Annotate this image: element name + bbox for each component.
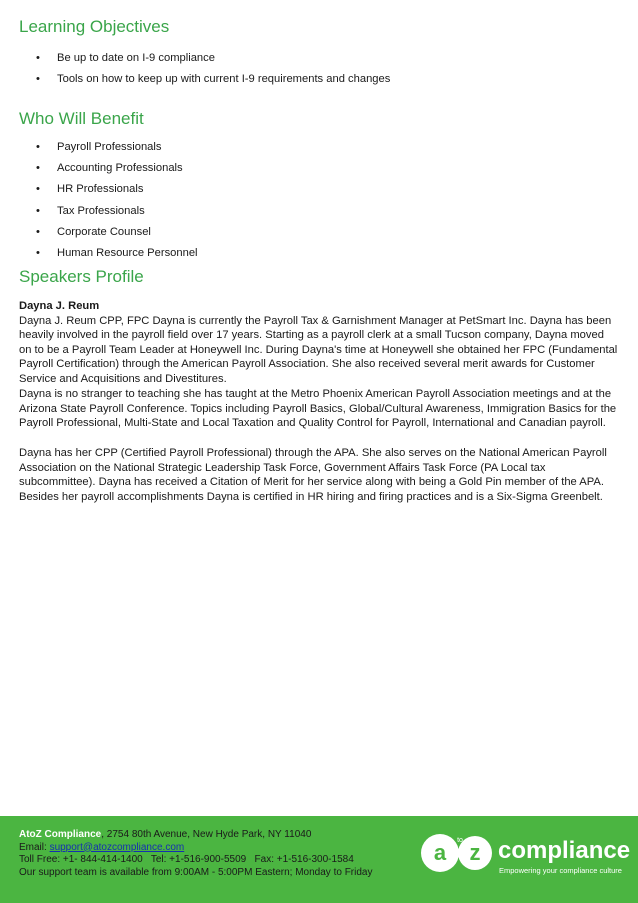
list-item: • Tax Professionals — [36, 201, 198, 222]
list-item: • Human Resource Personnel — [36, 243, 198, 264]
svg-text:Empowering your compliance cul: Empowering your compliance culture — [499, 866, 622, 875]
speaker-bio-paragraph-2: Dayna is no stranger to teaching she has taught at the Metro Phoenix American Payroll Association meetings and at the Arizona State Payroll Conference. Topics including Payroll Basics, Global/Cultural Awareness, Immigration Basics for the Payroll Professional, Multi-State and Local Taxation and Quality Control for Payroll, International and Canadian payroll. — [19, 388, 617, 430]
footer — [0, 816, 638, 903]
footer-email-line: Email: support@atozcompliance.com — [19, 841, 185, 853]
who-will-benefit-title: Who Will Benefit — [19, 109, 144, 128]
list-item: • Be up to date on I-9 compliance — [36, 48, 390, 69]
learning-objectives-title: Learning Objectives — [19, 17, 170, 36]
svg-text:z: z — [469, 840, 481, 865]
bullet-icon: • — [36, 225, 40, 238]
speaker-bio-paragraph-3: Dayna has her CPP (Certified Payroll Professional) through the APA. She also serves on the National American Payroll Association on the National Strategic Leadership Task Force, Government Affairs Task Force (PA Local tax subcommittee). Dayna has received a Citation of Merit for her service along with being a Gold Pin member of the APA. Besides her payroll accomplishments Dayna is certified in HR hiring and firing practices and is a Six-Sigma Greenbelt. — [19, 447, 607, 503]
speaker-name: Dayna J. Reum — [19, 300, 100, 312]
bullet-icon: • — [36, 162, 40, 175]
bullet-icon: • — [36, 141, 40, 153]
bullet-icon: • — [36, 73, 40, 86]
speakers-profile-title: Speakers Profile — [19, 267, 144, 286]
bullet-icon: • — [36, 246, 40, 259]
who-will-benefit-list — [36, 137, 198, 264]
list-item: • Payroll Professionals — [36, 137, 198, 158]
footer-hours: Our support team is available from 9:00AM - 5:00PM Eastern; Monday to Friday — [19, 866, 373, 878]
speaker-bio-paragraph-1: Dayna J. Reum Dayna J. Reum CPP, FPC Dayna is currently the Payroll Tax & Garnishment Manager at PetSmart Inc. Dayna has been heavily involved in the payroll field over 17 years. Starting as a payroll clerk at a small Tucson company, Dayna moved on to be a Payroll Team Leader at Honeywell Inc. During Dayna's time at Honeywell she obtained her FPC (Fundamental Payroll Certification) through the American Payroll Association. She also received several merit awards for Customer Service and Acquisitions and Divestitures. — [19, 300, 618, 385]
footer-address-line: AtoZ Compliance, 2754 80th Avenue, New Hyde Park, NY 11040 — [19, 829, 312, 840]
footer-phones: Toll Free: +1- 844-414-1400 Tel: +1-516-900-5509 Fax: +1-516-300-1584 — [19, 854, 354, 865]
svg-text:compliance: compliance — [498, 837, 631, 864]
atoz-compliance-logo — [420, 820, 635, 890]
company-name: AtoZ Compliance — [19, 829, 102, 840]
learning-objectives-list — [36, 48, 390, 90]
bullet-icon: • — [36, 204, 40, 217]
list-item: • HR Professionals — [36, 179, 198, 200]
svg-text:to: to — [457, 837, 463, 844]
footer-contact — [19, 829, 373, 879]
bullet-icon: • — [36, 52, 40, 64]
svg-text:a: a — [433, 840, 447, 865]
list-item: • Tools on how to keep up with current I-9 requirements and changes — [36, 69, 390, 90]
bullet-icon: • — [36, 183, 40, 196]
list-item: • Corporate Counsel — [36, 222, 198, 243]
list-item: • Accounting Professionals — [36, 158, 198, 179]
support-email-link[interactable]: support@atozcompliance.com — [49, 841, 185, 853]
